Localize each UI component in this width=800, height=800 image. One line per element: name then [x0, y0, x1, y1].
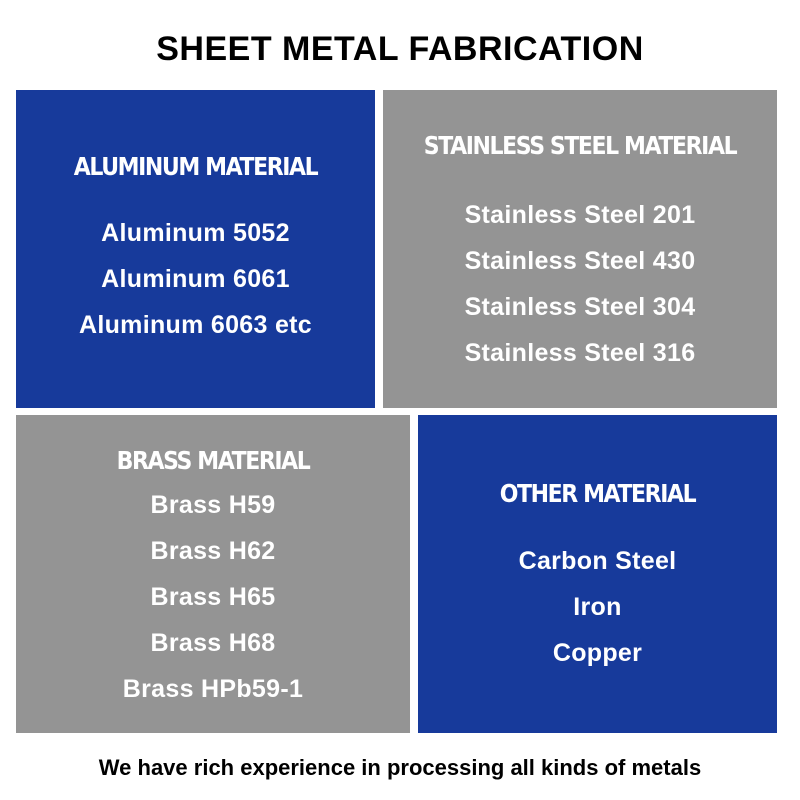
aluminum-material-list — [16, 210, 375, 348]
other-material-list — [418, 538, 777, 676]
stainless-item: Stainless Steel 430 — [464, 247, 696, 275]
brass-material-list — [16, 482, 410, 712]
stainless-steel-material-list — [383, 192, 777, 376]
other-item: Iron — [573, 593, 622, 621]
aluminum-item: Aluminum 5052 — [101, 219, 290, 247]
brass-item: Brass HPb59-1 — [122, 675, 304, 703]
stainless-item: Stainless Steel 201 — [464, 201, 696, 229]
other-material-heading: OTHER MATERIAL — [499, 479, 696, 508]
brass-item: Brass H62 — [150, 537, 276, 565]
other-item: Copper — [552, 639, 643, 667]
stainless-item: Stainless Steel 304 — [464, 293, 696, 321]
aluminum-item: Aluminum 6061 — [101, 265, 290, 293]
brass-item: Brass H68 — [150, 629, 276, 657]
brass-material-panel — [16, 415, 410, 733]
other-material-panel — [418, 415, 777, 733]
footer-tagline: We have rich experience in processing all kinds of metals — [98, 755, 702, 780]
brass-item: Brass H59 — [150, 491, 276, 519]
aluminum-item: Aluminum 6063 etc — [79, 311, 312, 339]
page-title: SHEET METAL FABRICATION — [156, 30, 644, 68]
stainless-steel-material-panel — [383, 90, 777, 408]
stainless-item: Stainless Steel 316 — [464, 339, 696, 367]
brass-item: Brass H65 — [150, 583, 276, 611]
brass-material-heading: BRASS MATERIAL — [116, 446, 310, 475]
other-item: Carbon Steel — [518, 547, 677, 575]
aluminum-material-panel — [16, 90, 375, 408]
stainless-steel-material-heading: STAINLESS STEEL MATERIAL — [423, 131, 737, 160]
aluminum-material-heading: ALUMINUM MATERIAL — [73, 152, 318, 181]
